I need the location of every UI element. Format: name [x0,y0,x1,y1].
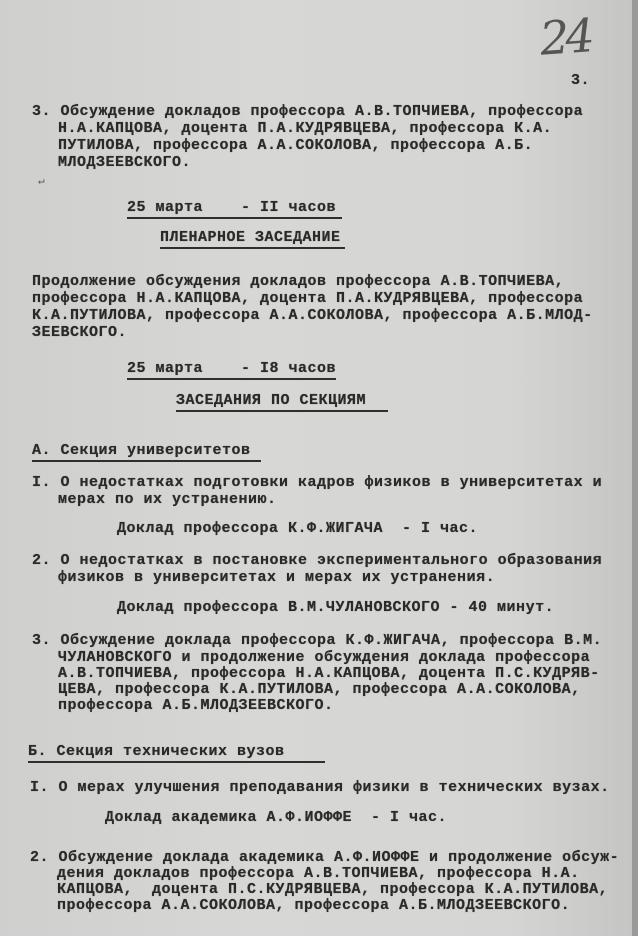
item3-line: ПУТИЛОВА, профессора А.А.СОКОЛОВА, профессора А.Б. [58,137,534,154]
section-a-item2-line: физиков в университетах и мерах их устранения. [58,569,496,586]
session1-date: 25 марта - II часов [127,200,342,219]
session1-title: ПЛЕНАРНОЕ ЗАСЕДАНИЕ [160,230,345,249]
section-b-item2-line: дения докладов профессора А.В.ТОПЧИЕВА, профессора Н.А. [57,865,580,882]
section-a-item3-line: профессора А.Б.МЛОДЗЕЕВСКОГО. [58,697,334,714]
section-a-title: А. Секция университетов [32,443,261,462]
session1-text-line: Продолжение обсуждения докладов профессора А.В.ТОПЧИЕВА, [32,273,565,290]
session1-text-line: профессора Н.А.КАПЦОВА, доцента П.А.КУДРЯВЦЕВА, профессора [32,290,584,307]
section-b-item2-line: КАПЦОВА, доцента П.С.КУДРЯВЦЕВА, профессора К.А.ПУТИЛОВА, [57,881,609,898]
item3-line: 3. Обсуждение докладов профессора А.В.ТОПЧИЕВА, профессора [32,103,584,120]
session2-title: ЗАСЕДАНИЯ ПО СЕКЦИЯМ [176,393,388,412]
session1-text-line: К.А.ПУТИЛОВА, профессора А.А.СОКОЛОВА, профессора А.Б.МЛОД- [32,307,593,324]
section-a-item1-line: I. О недостатках подготовки кадров физиков в университетах и [32,474,603,491]
section-b-title: Б. Секция технических вузов [28,744,325,763]
section-a-report2: Доклад профессора В.М.ЧУЛАНОВСКОГО - 40 минут. [117,599,555,616]
section-b-item1-line: I. О мерах улучшения преподавания физики в технических вузах. [30,779,610,796]
section-a-report1: Доклад профессора К.Ф.ЖИГАЧА - I час. [117,520,479,537]
section-a-item1-line: меpах по их устранению. [58,491,277,508]
page-edge [632,0,638,936]
section-a-item2-line: 2. О недостатках в постановке экспериментального образования [32,552,603,569]
session1-text-line: ЗЕЕВСКОГО. [32,324,128,341]
section-b-item2-line: 2. Обсуждение доклада академика А.Ф.ИОФФЕ и продолжение обсуж- [30,849,620,866]
handwritten-page-mark: 24 [538,8,593,66]
session2-date: 25 марта - I8 часов [127,361,336,380]
item3-line: МЛОДЗЕЕВСКОГО. [58,154,192,171]
pencil-mark-icon: ↵ [38,176,45,188]
item3-line: Н.А.КАПЦОВА, доцента П.А.КУДРЯВЦЕВА, профессора К.А. [58,120,553,137]
page-number: 3. [571,72,591,89]
section-a-item3-line: ЦЕВА, профессора К.А.ПУТИЛОВА, профессора А.А.СОКОЛОВА, [58,681,581,698]
section-a-item3-line: 3. Обсуждение доклада профессора К.Ф.ЖИГАЧА, профессора В.М. [32,632,603,649]
section-a-item3-line: А.В.ТОПЧИЕВА, профессора Н.А.КАПЦОВА, доцента П.С.КУДРЯВ- [58,665,600,682]
section-b-report1: Доклад академика А.Ф.ИОФФЕ - I час. [105,809,448,826]
section-b-item2-line: профессора А.А.СОКОЛОВА, профессора А.Б.МЛОДЗЕЕВСКОГО. [57,897,571,914]
section-a-item3-line: ЧУЛАНОВСКОГО и продолжение обсуждения доклада профессора [58,649,591,666]
